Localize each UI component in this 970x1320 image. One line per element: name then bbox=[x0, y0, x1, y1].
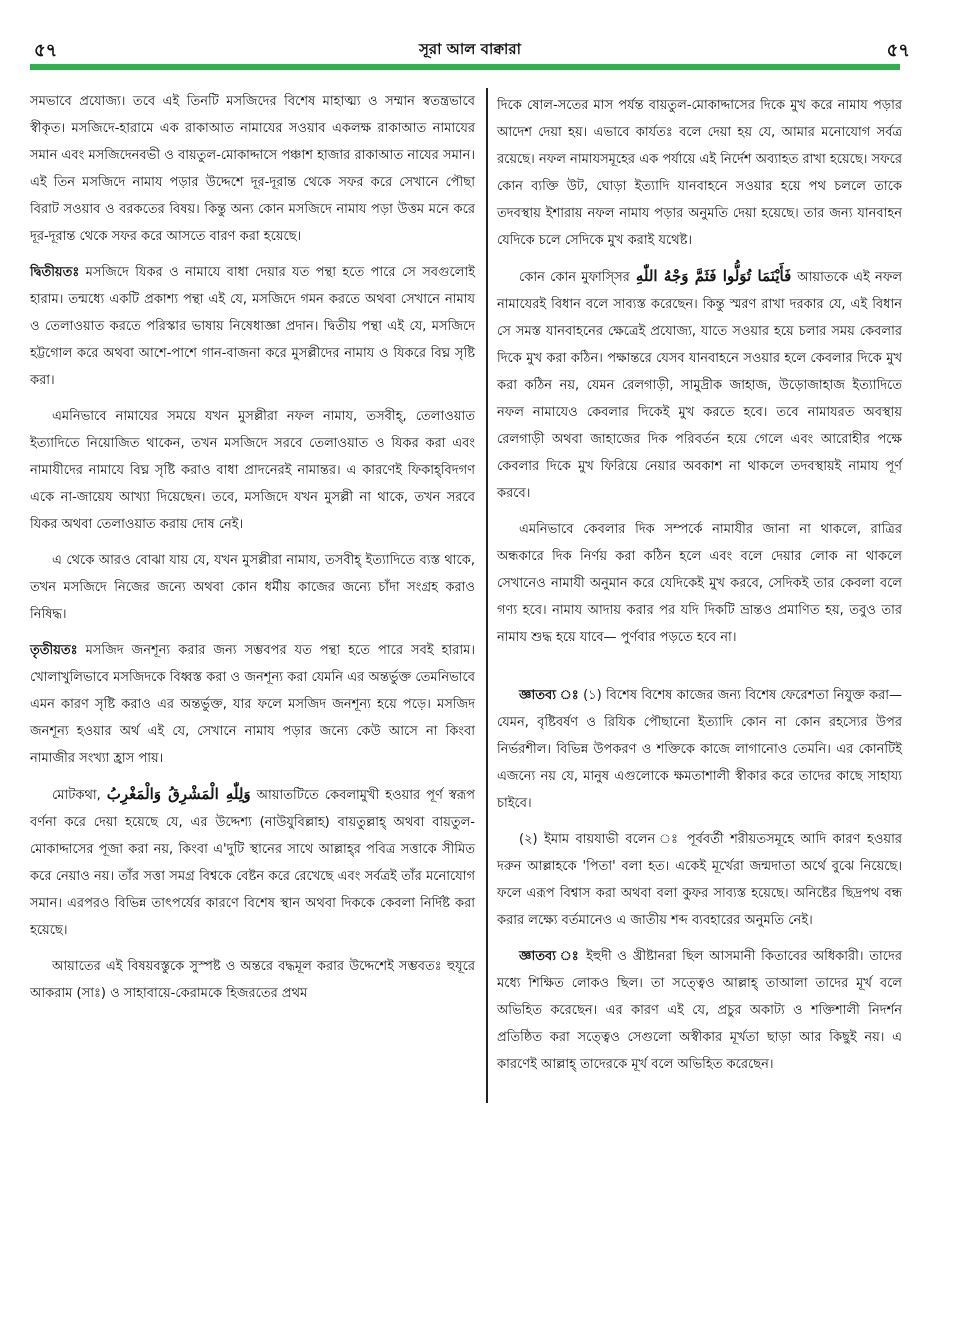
paragraph: এমনিভাবে কেবলার দিক সম্পর্কে নামাযীর জানা না থাকলে, রাত্রির অন্ধকারে দিক নির্ণয় করা কঠিন হলে এবং বলে দেয়ার লোক না থাকলে সেখানেও নামাযী অনুমান করে যেদিকেই মুখ করবে, সেদিকই তার কেবলা বলে গণ্য হবে। নামায আদায় করার পর যদি দিকটি ভ্রান্তও প্রমাণিত হয়, তবুও তার নামায শুদ্ধ হয়ে যাবে— পুর্ণবার পড়তে হবে না। bbox=[497, 522, 902, 645]
note-paragraph: (২) ইমাম বায়যাভী বলেন ঃ পূর্ববর্তী শরীয়তসমূহে আদি কারণ হওয়ার দরুন আল্লাহকে 'পিতা' বলা হত। একেই মূর্খেরা জন্মদাতা অর্থে বুঝে নিয়েছে। ফলে এরূপ বিশ্বাস করা অথবা বলা কুফর সাব্যস্ত হয়েছে। অনিষ্টের ছিদ্রপথ বন্ধ করার লক্ষ্যে বর্তমানেও এ জাতীয় শব্দ ব্যবহারের অনুমতি নেই। bbox=[497, 832, 902, 928]
header-rule bbox=[30, 64, 900, 70]
paragraph: সমভাবে প্রযোজ্য। তবে এই তিনটি মসজিদের বিশেষ মাহাত্ম্য ও সম্মান স্বতন্ত্রভাবে স্বীকৃত। মসজিদে-হারামে এক রাকাআত নামাযের সওয়াব একলক্ষ রাকাআত নামাযের সমান এবং মসজিদেনবভী ও বায়তুল-মোকাদ্দাসে পঞ্চাশ হাজার রাকাআত নাযের সমান। এই তিন মসজিদে নামায পড়ার উদ্দেশে দূর-দূরান্ত থেকে সফর করে সেখানে পৌছা বিরাট সওয়াব ও বরকতের বিষয়। কিন্তু অন্য কোন মসজিদে নামায পড়া উত্তম মনে করে দূর-দূরান্ত থেকে সফর করে আসতে বারণ করা হয়েছে। bbox=[30, 94, 475, 244]
spacer bbox=[497, 660, 902, 682]
right-column bbox=[497, 92, 902, 1072]
paragraph-lead-text: কোন কোন মুফাস্সির bbox=[519, 270, 630, 285]
note-text: ইহুদী ও খ্রীষ্টানরা ছিল আসমানী কিতাবের অধিকারী। তাদের মধ্যে শিক্ষিত লোকও ছিল। তা সত্ত্বেও আল্লাহ্ তাআলা তাদের মূর্খ বলে অভিহিত করেছেন। এর কারণ এই যে, প্রচুর অকাট্য ও শক্তিশালী নিদর্শন প্রতিষ্ঠিত করা সত্ত্বেও সেগুলো অস্বীকার মূর্খতা ছাড়া আর কিছুই নয়। এ কারণেই আল্লাহ্ তাদেরকে মূর্খ বলে অভিহিত করেছেন। bbox=[497, 949, 902, 1072]
paragraph bbox=[497, 263, 902, 507]
paragraph-text: আয়াতটিতে কেবলামুখী হওয়ার পূর্ণ স্বরূপ বর্ণনা করে দেয়া হয়েছে যে, এর উদ্দেশ্য (নাউযুবিল্লাহ) বায়তুল্লাহ্ অথবা বায়তুল-মোকাদ্দাসের পূজা করা নয়, কিংবা এ'দুটি স্থানের সাথে আল্লাহ্‌র পবিত্র সত্তাকে সীমিত করে নেয়াও নয়। তাঁর সত্তা সমগ্র বিশ্বকে বেষ্টন করে রেখেছে এবং সর্বত্রই তাঁর মনোযোগ সমান। এরপরও বিভিন্ন তাৎপর্যের কারণে বিশেষ স্থান অথবা দিককে কেবলা নির্দিষ্ট করা হয়েছে। bbox=[30, 788, 475, 938]
paragraph: আয়াতের এই বিষয়বস্তুকে সুস্পষ্ট ও অন্তরে বদ্ধমূল করার উদ্দেশেই সম্ভবতঃ হুযূরে আকরাম (সাঃ) ও সাহাবায়ে-কেরামকে হিজরতের প্রথম bbox=[30, 959, 475, 1001]
arabic-verse: وَلِلّٰهِ الْمَشْرِقُ وَالْمَغْرِبُ bbox=[106, 785, 251, 803]
paragraph-text: মসজিদ জনশূন্য করার জন্য সম্ভবপর যত পন্থা হতে পারে সবই হারাম। খোলাখুলিভাবে মসজিদকে বিধ্বস্ত করা ও জনশূন্য করা যেমনি এর অন্তর্ভুক্ত তেমনিভাবে এমন কারণ সৃষ্টি করাও এর অন্তর্ভুক্ত, যার ফলে মসজিদ জনশূন্য হয়ে পড়ে। মসজিদ জনশূন্য হওয়ার অর্থ এই যে, সেখানে নামায পড়ার জন্যে কেউ আসে না কিংবা নামাজীর সংখ্যা হ্রাস পায়। bbox=[30, 643, 475, 766]
paragraph-lead: তৃতীয়তঃ bbox=[30, 643, 78, 658]
paragraph-lead: দ্বিতীয়তঃ bbox=[30, 265, 80, 280]
paragraph: এমনিভাবে নামাযের সময়ে যখন মুসল্লীরা নফল নামায, তসবীহ্, তেলাওয়াত ইত্যাদিতে নিয়োজিত থাকেন, তখন মসজিদে সরবে তেলাওয়াত ও যিকর করা এবং নামাযীদের নামাযে বিঘ্ন সৃষ্টি করাও বাধা প্রাদনেরই নামান্তর। এ কারণেই ফিকাহ্‌বিদগণ একে না-জায়েয আখ্যা দিয়েছেন। তবে, মসজিদে যখন মুসল্লী না থাকে, তখন সরবে যিকর অথবা তেলাওয়াত করায় দোষ নেই। bbox=[30, 409, 475, 532]
left-column bbox=[30, 88, 475, 1060]
arabic-verse: فَأَيْنَمَا تُوَلُّوا فَثَمَّ وَجْهُ اللّٰهِ bbox=[635, 267, 792, 285]
paragraph-lead-text: মোটকথা, bbox=[52, 788, 101, 803]
page-number-left: ৫৭ bbox=[34, 40, 58, 61]
chapter-title: সূরা আল বাক্বারা bbox=[418, 40, 522, 58]
note-lead: জ্ঞাতব্য ঃ bbox=[519, 688, 579, 703]
note-paragraph bbox=[497, 682, 902, 817]
page-number-right: ৫৭ bbox=[886, 40, 910, 61]
note-text: (১) বিশেষ বিশেষ কাজের জন্য বিশেষ ফেরেশতা নিযুক্ত করা— যেমন, বৃষ্টিবর্ষণ ও রিযিক পৌছানো ইত্যাদি কোন না কোন রহস্যের উপর নির্ভরশীল। বিভিন্ন উপকরণ ও শক্তিকে কাজে লাগানোও তেমনি। এর কোনটিই এজন্যে নয় যে, মানুষ এগুলোকে ক্ষমতাশালী স্বীকার করে তাদের কাছে সাহায্য চাইবে। bbox=[497, 688, 902, 811]
column-divider bbox=[486, 88, 488, 1103]
note-lead: জ্ঞাতব্য ঃ bbox=[519, 949, 581, 964]
paragraph bbox=[30, 637, 475, 772]
paragraph bbox=[30, 781, 475, 944]
note-paragraph bbox=[497, 943, 902, 1078]
paragraph-text: আয়াতকে এই নফল নামাযেরই বিধান বলে সাব্যস্ত করেছেন। কিন্তু স্মরণ রাখা দরকার যে, এই বিধান সে সমস্ত যানবাহনের ক্ষেত্রেই প্রযোজ্য, যাতে সওয়ার হয়ে চলার সময় কেবলার দিকে মুখ করা কঠিন। পক্ষান্তরে যেসব যানবাহনে সওয়ার হলে কেবলার দিকে মুখ করা কঠিন নয়, যেমন রেলগাড়ী, সামুদ্রীক জাহাজ, উড়োজাহাজ ইত্যাদিতে নফল নামাযেও কেবলার দিকেই মুখ করতে হবে। তবে নামাযরত অবস্থায় রেলগাড়ী অথবা জাহাজের দিক পরিবর্তন হয়ে গেলে এবং আরোহীর পক্ষে কেবলার দিকে মুখ ফিরিয়ে নেয়ার অবকাশ না থাকলে তদবস্থায়ই নামায পূর্ণ করবে। bbox=[497, 270, 902, 501]
paragraph bbox=[30, 259, 475, 394]
paragraph-text: মসজিদে যিকর ও নামাযে বাধা দেয়ার যত পন্থা হতে পারে সে সবগুলোই হারাম। তন্মধ্যে একটি প্রকাশ্য পন্থা এই যে, মসজিদে গমন করতে অথবা সেখানে নামায ও তেলাওয়াত করতে পরিস্কার ভাষায় নিষেধাজ্ঞা প্রদান। দ্বিতীয় পন্থা এই যে, মসজিদে হট্টগোল করে অথবা আশে-পাশে গান-বাজনা করে মুসল্লীদের নামায ও যিকরে বিঘ্ন সৃষ্টি করা। bbox=[30, 265, 475, 388]
paragraph: দিকে ষোল-সতের মাস পর্যন্ত বায়তুল-মোকাদ্দাসের দিকে মুখ করে নামায পড়ার আদেশ দেয়া হয়। এভাবে কার্যতঃ বলে দেয়া হয় যে, আমার মনোযোগ সর্বত্র রয়েছে। নফল নামাযসমূহের এক পর্যায়ে এই নির্দেশ অব্যাহত রাখা হয়েছে। সফরে কোন ব্যক্তি উট, ঘোড়া ইত্যাদি যানবাহনে সওয়ার হয়ে পথ চললে তাকে তদবস্থায় ইশারায় নফল নামায পড়ার অনুমতি দেয়া হয়েছে। তার জন্য যানবাহন যেদিকে চলে সেদিকে মুখ করাই যথেষ্ট। bbox=[497, 98, 902, 248]
paragraph: এ থেকে আরও বোঝা যায় যে, যখন মুসল্লীরা নামায, তসবীহ্ ইত্যাদিতে ব্যস্ত থাকে, তখন মসজিদে নিজের জন্যে অথবা কোন ধর্মীয় কাজের জন্যে চাঁদা সংগ্রহ করাও নিষিদ্ধ। bbox=[30, 553, 475, 622]
